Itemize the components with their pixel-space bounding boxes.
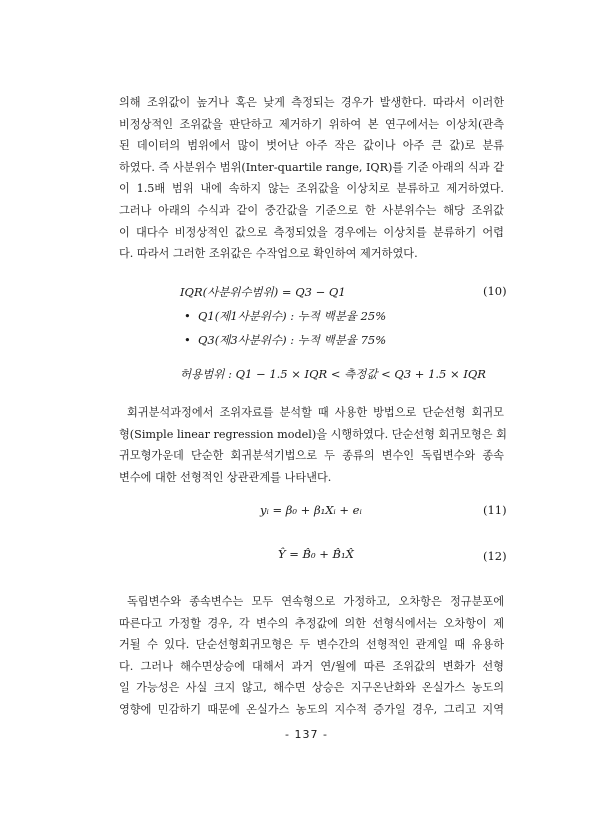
bullet-dot-icon: • <box>184 333 191 347</box>
text-line: 다. 그러나 해수면상승에 대해서 과거 연/월에 따른 조위값의 변화가 선형 <box>119 659 504 673</box>
bullet-q3 <box>184 332 386 348</box>
equation-11-number: (11) <box>483 503 507 517</box>
equation-12-number: (12) <box>483 549 507 563</box>
text-line: 다. 따라서 그러한 조위값은 수작업으로 확인하여 제거하였다. <box>119 247 418 261</box>
bullet-q3-text: Q3(제3사분위수) : 누적 백분율 75% <box>198 333 387 347</box>
equation-11-formula: yᵢ = β₀ + β₁Xᵢ + eᵢ <box>260 503 362 517</box>
text-line: 귀모형가운데 단순한 회귀분석기법으로 두 종류의 변수인 독립변수와 종속 <box>119 449 504 463</box>
equation-10-number: (10) <box>483 284 507 298</box>
text-line: 이 1.5배 범위 내에 속하지 않는 조위값을 이상치로 분류하고 제거하였다. <box>119 182 504 196</box>
bullet-dot-icon: • <box>184 309 191 323</box>
bullet-q1 <box>184 308 386 324</box>
text-line: 일 가능성은 사실 크지 않고, 해수면 상승은 지구온난화와 온실가스 농도의 <box>119 681 504 695</box>
text-line: 그러나 아래의 수식과 같이 중간값을 기준으로 한 사분위수는 해당 조위값 <box>119 203 504 217</box>
text-line: 비정상적인 조위값을 판단하고 제거하기 위하여 본 연구에서는 이상치(관측 <box>119 117 504 131</box>
text-line: 이 대다수 비정상적인 값으로 측정되었을 경우에는 이상치를 분류하기 어렵 <box>119 225 504 239</box>
text-line: 의해 조위값이 높거나 혹은 낮게 측정되는 경우가 발생한다. 따라서 이러한 <box>119 96 504 109</box>
text-line: 독립변수와 종속변수는 모두 연속형으로 가정하고, 오차항은 정규분포에 <box>127 595 504 608</box>
text-line: 된 데이터의 범위에서 많이 벗어난 아주 작은 값이나 아주 큰 값)로 분류 <box>119 139 504 153</box>
paragraph-outlier-method <box>119 92 504 265</box>
bullet-q1-text: Q1(제1사분위수) : 누적 백분율 25% <box>198 309 387 323</box>
text-line: 영향에 민감하기 때문에 온실가스 농도의 지수적 증가일 경우, 그리고 지역 <box>119 702 504 716</box>
text-line: 변수에 대한 선형적인 상관관계를 나타낸다. <box>119 470 332 484</box>
text-line: 회귀분석과정에서 조위자료를 분석할 때 사용한 방법으로 단순선형 회귀모 <box>127 406 504 419</box>
paragraph-regression <box>119 402 507 488</box>
equation-12-formula: Ŷ = B̂₀ + B̂₁X̂ <box>278 547 354 561</box>
allowed-range-formula: 허용범위 : Q1 − 1.5 × IQR < 측정값 < Q3 + 1.5 × IQR <box>180 367 486 381</box>
text-line: 하였다. 즉 사분위수 범위(Inter-quartile range, IQR)를 기준 아래의 식과 같 <box>119 160 504 174</box>
text-line: 거될 수 있다. 단순선형회귀모형은 두 변수간의 선형적인 관계일 때 유용하 <box>119 638 504 652</box>
page-number: - 137 - <box>285 728 328 741</box>
text-line: 따른다고 가정할 경우, 각 변수의 추정값에 의한 선형식에서는 오차항이 제 <box>119 616 504 630</box>
paragraph-assumptions <box>119 591 504 721</box>
equation-10-formula: IQR(사분위수범위) = Q3 − Q1 <box>180 285 346 299</box>
text-line: 형(Simple linear regression model)을 시행하였다. 단순선형 회귀모형은 회 <box>119 427 507 441</box>
